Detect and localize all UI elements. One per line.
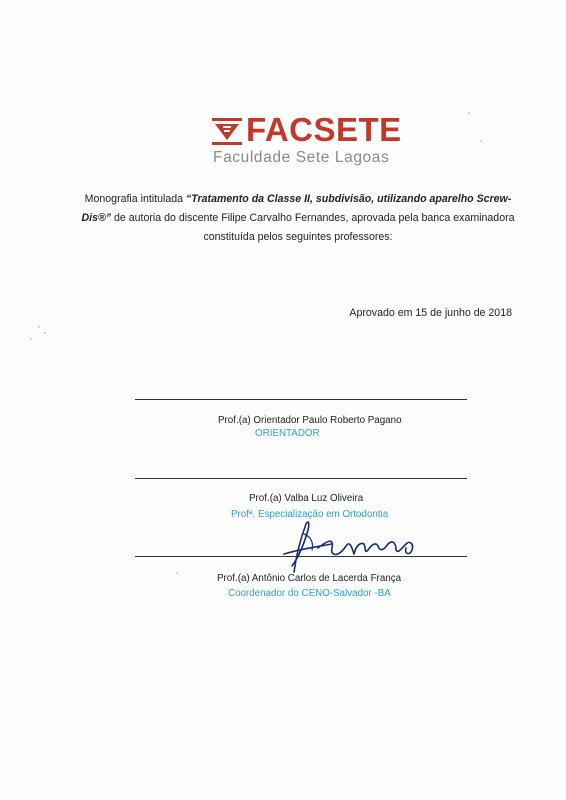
signatory-name: Prof.(a) Antônio Carlos de Lacerda França [217, 573, 402, 584]
intro-prefix: Monografia intitulada [84, 193, 186, 205]
signatory-role: Profª. Especialização em Ortodontia [231, 509, 389, 520]
logo-name: FACSETE [246, 111, 402, 148]
intro-suffix: de autoria do discente Filipe Carvalho Fernandes, aprovada pela banca examinadora constituída pelos seguintes professores: [111, 212, 515, 243]
signatory-role: Coordenador do CENO-Salvador -BA [228, 588, 391, 599]
signatory-name: Prof.(a) Orientador Paulo Roberto Pagano [218, 415, 402, 426]
monograph-title: “Tratamento da Classe II, subdivisão, utilizando aparelho Screw-Dis®” [81, 193, 512, 224]
signatory-role: ORIENTADOR [255, 428, 320, 439]
facsete-logo [212, 110, 402, 172]
intro-paragraph [78, 190, 518, 247]
scan-speck [30, 338, 32, 340]
scan-speck [468, 112, 470, 114]
scan-speck [176, 572, 178, 574]
logo-subtitle: Faculdade Sete Lagoas [213, 149, 390, 166]
signature-line [135, 478, 467, 479]
scan-speck [480, 140, 482, 142]
handwritten-signature [270, 514, 430, 576]
signature-line [135, 399, 467, 400]
scan-speck [44, 332, 46, 334]
facsete-emblem-icon [212, 116, 242, 146]
signatory-name: Prof.(a) Valba Luz Oliveira [249, 493, 364, 504]
scan-speck [38, 326, 40, 328]
approval-date: Aprovado em 15 de junho de 2018 [349, 307, 512, 319]
